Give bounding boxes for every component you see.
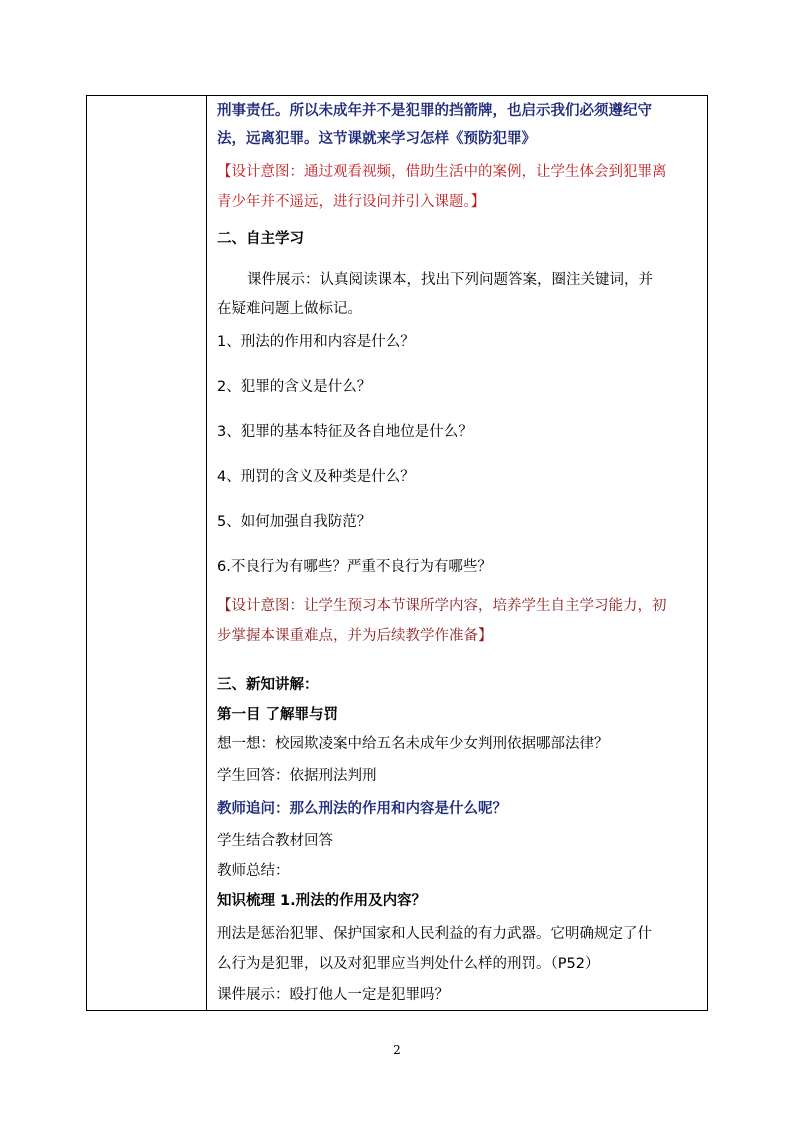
- teacher-question: 教师追问：那么刑法的作用和内容是什么呢？: [217, 801, 507, 817]
- text-line: 教师总结：: [217, 863, 290, 879]
- table-left-column: [87, 96, 207, 1010]
- question-item: 1、刑法的作用和内容是什么？: [217, 334, 415, 350]
- knowledge-heading: 知识梳理 1.刑法的作用及内容？: [217, 893, 427, 909]
- text-line: 法，远离犯罪。这节课就来学习怎样《预防犯罪》: [217, 131, 536, 147]
- section-heading: 二、自主学习: [217, 231, 304, 247]
- design-intent-line: 青少年并不遥远，进行设问并引入课题。】: [217, 194, 486, 210]
- text-line: 想一想：校园欺凌案中给五名未成年少女判刑依据哪部法律？: [217, 736, 609, 752]
- question-item: 2、犯罪的含义是什么？: [217, 379, 372, 395]
- design-intent-line: 【设计意图：通过观看视频，借助生活中的案例，让学生体会到犯罪离: [217, 164, 667, 180]
- text-line: 学生结合教材回答: [217, 833, 333, 849]
- text-line: 刑法是惩治犯罪、保护国家和人民利益的有力武器。它明确规定了什: [217, 926, 652, 942]
- text-line: 在疑难问题上做标记。: [217, 301, 362, 317]
- section-heading: 三、新知讲解：: [217, 677, 319, 693]
- text-line: 么行为是犯罪，以及对犯罪应当判处什么样的刑罚。（P52）: [217, 956, 600, 972]
- design-intent-line: 【设计意图：让学生预习本节课所学内容，培养学生自主学习能力，初: [217, 598, 667, 614]
- question-item: 4、刑罚的含义及种类是什么？: [217, 469, 415, 485]
- text-line: 课件展示：殴打他人一定是犯罪吗？: [217, 987, 449, 1003]
- question-item: 6.不良行为有哪些？严重不良行为有哪些？: [217, 559, 492, 575]
- question-item: 5、如何加强自我防范？: [217, 514, 372, 530]
- table-content-column: [207, 96, 707, 1010]
- design-intent-line: 步掌握本课重难点，并为后续教学作准备】: [217, 628, 493, 644]
- lesson-table: [86, 95, 708, 1011]
- page-number: 2: [393, 1043, 401, 1057]
- text-line: 课件展示：认真阅读课本，找出下列问题答案，圈注关键词，并: [247, 272, 653, 288]
- text-line: 学生回答：依据刑法判刑: [217, 768, 377, 784]
- text-line: 刑事责任。所以未成年并不是犯罪的挡箭牌，也启示我们必须遵纪守: [217, 103, 652, 119]
- subsection-heading: 第一目 了解罪与罚: [217, 707, 339, 723]
- question-item: 3、犯罪的基本特征及各自地位是什么？: [217, 424, 473, 440]
